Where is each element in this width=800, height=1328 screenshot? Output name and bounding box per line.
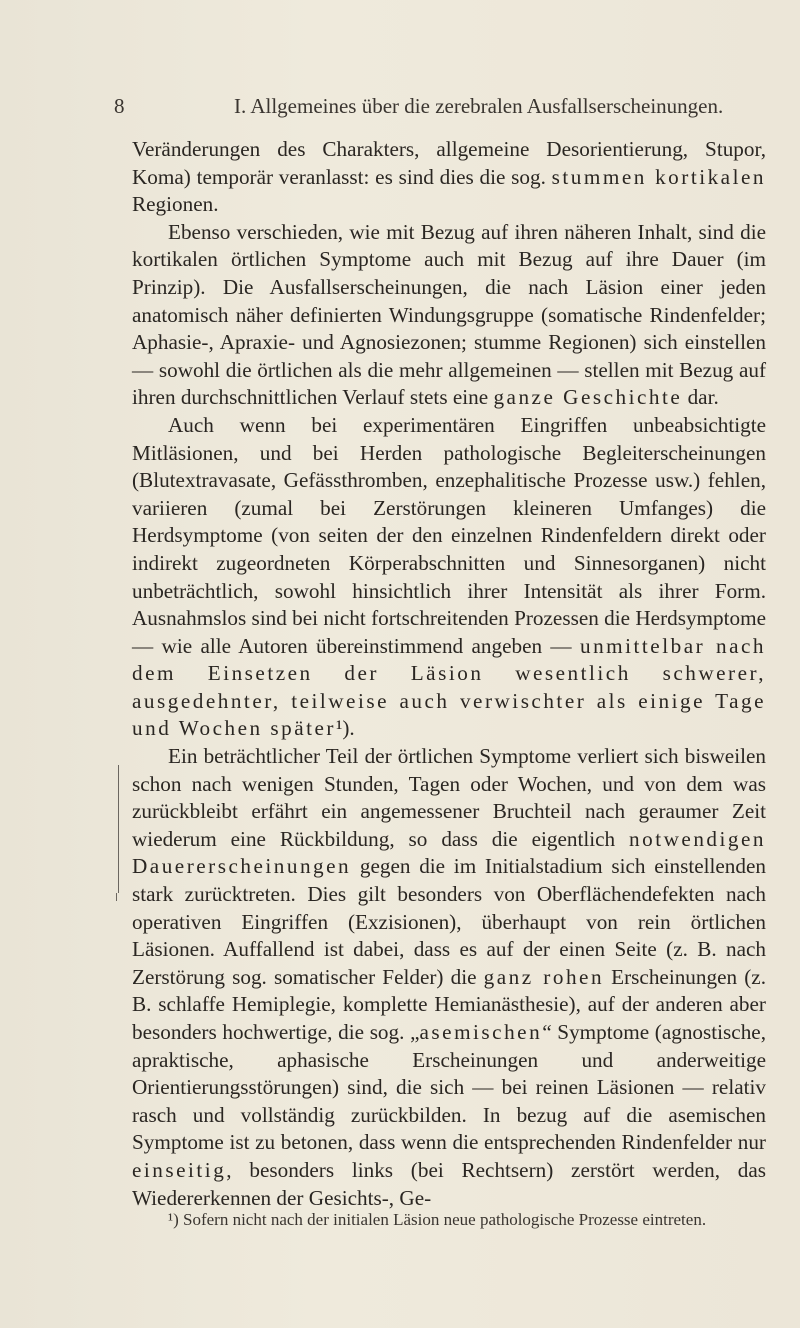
footnote — [132, 1207, 766, 1233]
emphasized-spaced-text: notwendigen Dauererscheinungen — [132, 826, 766, 879]
emphasized-spaced-text: asemischen — [419, 1020, 543, 1044]
footnote-text: Sofern nicht nach der initialen Läsion neue pathologische Prozesse eintreten. — [178, 1210, 707, 1229]
margin-pencil-mark — [118, 765, 131, 893]
paragraph-text: dar. — [682, 385, 719, 410]
paragraph-text: gegen die im Initialstadium sich einstellenden stark zurücktreten. Dies gilt besonders von Oberflächendefekten nach operativen Eingriffen (Exzisionen), überhaupt von rein örtlichen Läsionen. Auffallend ist dabei, dass es auf der einen Seite (z. B. nach Zerstörung sog. somatischer Felder) die — [132, 854, 766, 989]
paragraph-text: ¹). — [335, 716, 355, 741]
paragraph — [132, 412, 766, 743]
page-number: 8 — [114, 94, 125, 118]
paragraph-text: “ Symptome (agnostische, apraktische, aphasische Erscheinungen und anderweitige Orientierungsstörungen) sind, die sich — bei reinen Läsionen — relativ rasch und vollständig zurückbilden. In bezug auf die asemischen Symptome ist zu betonen, dass wenn die entsprechenden Rindenfelder nur — [132, 1020, 766, 1155]
paragraph-text: Ein beträchtlicher Teil der örtlichen Symptome verliert sich bisweilen schon nach wenigen Stunden, Tagen oder Wochen, und von dem was zurückbleibt erfährt ein angemessener Bruchteil nach geraumer Zeit wiederum eine Rückbildung, so dass die eigentlich — [132, 744, 766, 851]
paragraph-text: Ebenso verschieden, wie mit Bezug auf ihren näheren Inhalt, sind die kortikalen örtlichen Symptome auch mit Bezug auf ihre Dauer (im Prinzip). Die Ausfallserscheinungen, die nach Läsion einer jeden anatomisch näher definierten Windungsgruppe (somatische Rindenfelder; Aphasie-, Apraxie- und Agnosiezonen; stumme Regionen) sich einstellen — sowohl die örtlichen als die mehr allgemeinen — stellen mit Bezug auf ihren durchschnittlichen Verlauf stets eine — [132, 219, 766, 410]
footnote-marker: ¹) — [168, 1210, 179, 1229]
paragraph-text: Erscheinungen (z. B. schlaffe Hemiplegie, komplette Hemianästhesie), auf der anderen aber besonders hochwertige, die sog. „ — [132, 964, 766, 1044]
emphasized-spaced-text: einseitig — [132, 1157, 227, 1182]
body-text — [132, 136, 766, 1212]
margin-pencil-tick — [116, 893, 121, 901]
paragraph-text: Regionen. — [132, 192, 219, 217]
running-title: I. Allgemeines über die zerebralen Ausfallserscheinungen. — [234, 94, 724, 118]
paragraph — [132, 743, 766, 1212]
paragraph-text: Auch wenn bei experimentären Eingriffen unbeabsichtigte Mitläsionen, und bei Herden pathologische Begleiterscheinungen (Blutextravasate, Gefässthromben, enzephalitische Prozesse usw.) fehlen, variieren (zumal bei Zerstörungen kleineren Umfanges) die Herdsymptome (von seiten der den einzelnen Rindenfeldern direkt oder indirekt zugeordneten Körperabschnitten und Sinnesorganen) nicht unbeträchtlich, sowohl hinsichtlich ihrer Intensität als ihrer Form. Ausnahmslos sind bei nicht fortschreitenden Prozessen die Herdsymptome — wie alle Autoren übereinstimmend angeben — — [132, 412, 766, 658]
emphasized-spaced-text: ganze Geschichte — [493, 385, 683, 410]
paragraph — [132, 136, 766, 219]
emphasized-spaced-text: ganz rohen — [483, 964, 605, 989]
paragraph — [132, 219, 766, 412]
emphasized-spaced-text: unmittelbar nach dem Einsetzen der Läsion wesentlich schwerer, ausgedehnter, teilweise auch verwischter als einige Tage und Wochen später — [132, 633, 767, 741]
paragraph-text: Veränderungen des Charakters, allgemeine Desorientierung, Stupor, Koma) temporär veranlasst: es sind dies die sog. — [132, 137, 766, 189]
paragraph-text: , besonders links (bei Rechtsern) zerstört werden, das Wiedererkennen der Gesichts-, Ge- — [132, 1157, 766, 1210]
emphasized-spaced-text: stummen kortikalen — [551, 164, 766, 189]
